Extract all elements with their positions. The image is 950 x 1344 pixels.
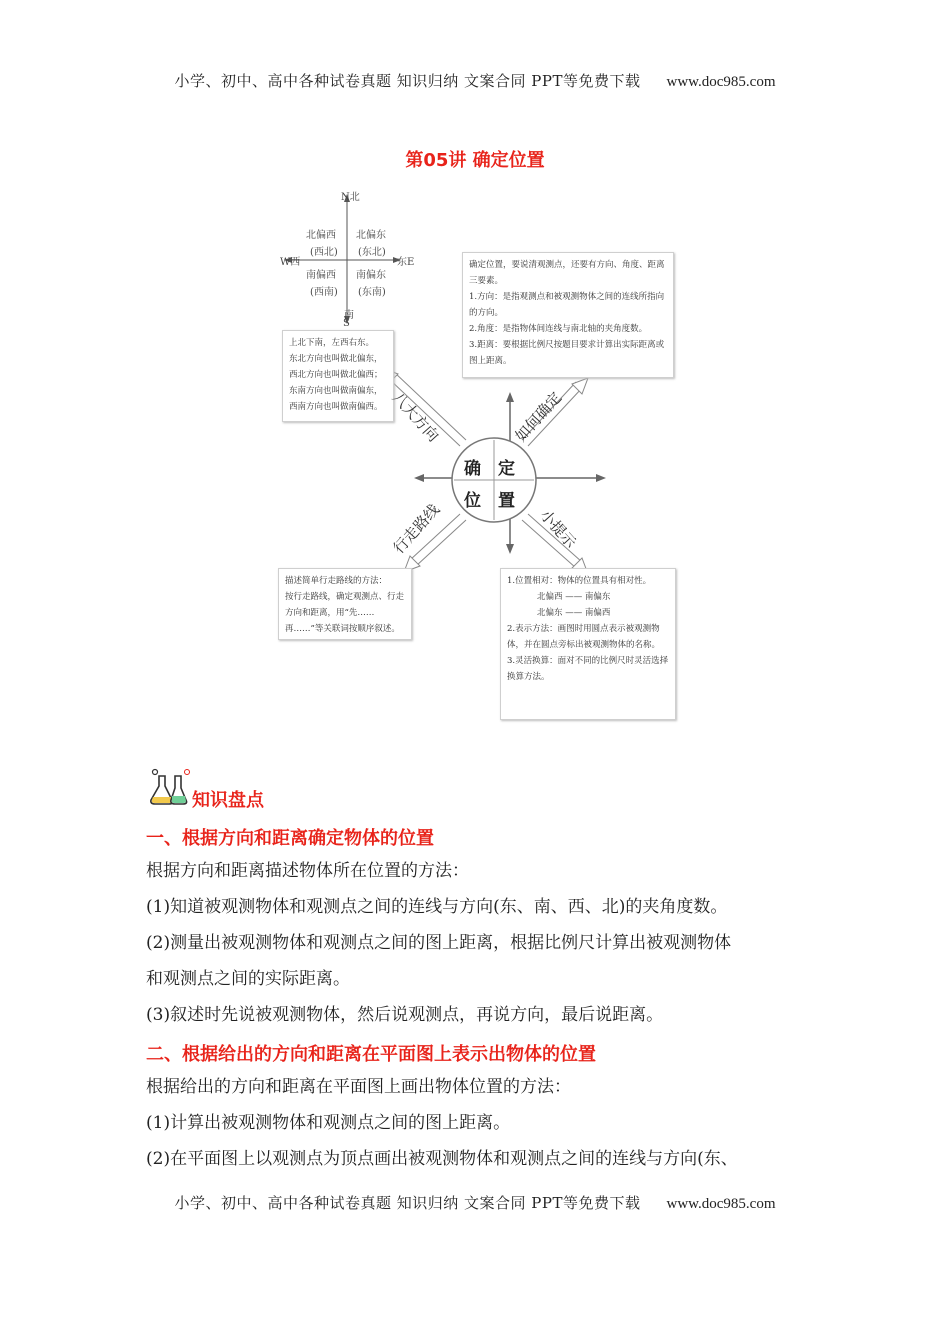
compass-south: 南 [344,310,354,321]
page-title: 第05讲 确定位置 [405,150,545,171]
hub-char: 置 [498,491,515,511]
box-line: 按行走路线，确定观测点、行走方向和距离，用“先……再……”等关联词按顺序叙述。 [285,592,405,634]
compass-sw-alt: (西南) [310,287,338,298]
box-line: 东北方向也叫做北偏东， [289,354,383,364]
footer-url[interactable]: www.doc985.com [666,1196,776,1212]
ray-label-walking-route: 行走路线 [389,500,444,558]
ray-label-eight-directions: 八大方向 [388,388,443,446]
compass-west: W西 [280,257,301,268]
box-item: 1.方向：是指观测点和被观测物体之间的连线所指向的方向。 [469,292,665,318]
knowledge-heading: 知识盘点 [192,790,264,811]
section-1-point-2b: 和观测点之间的实际距离。 [146,969,350,989]
compass-se: 南偏东 [356,270,386,281]
box-line: 描述简单行走路线的方法： [285,576,388,586]
box-item: 2.角度：是指物体间连线与南北轴的夹角度数。 [469,324,648,334]
hub-char: 确 [464,459,481,479]
mind-map-diagram [270,188,690,728]
section-1-point-3: (3)叙述时先说被观测物体，然后说观测点，再说方向，最后说距离。 [146,1005,664,1025]
compass-se-alt: (东南) [358,287,386,298]
section-1-intro: 根据方向和距离描述物体所在位置的方法： [146,861,469,881]
page-footer [0,1192,950,1213]
eight-directions-box [282,330,394,422]
tip-item: 1.位置相对：物体的位置具有相对性。 [507,576,652,586]
footer-text: 小学、初中、高中各种试卷真题 知识归纳 文案合同 PPT等免费下载 [174,1194,641,1212]
compass-ne: 北偏东 [356,230,386,241]
compass-ne-alt: (东北) [358,247,386,258]
section-2-intro: 根据给出的方向和距离在平面图上画出物体位置的方法： [146,1077,571,1097]
tip-pair: 北偏西 —— 南偏东 [537,592,611,602]
compass-north: N北 [341,192,360,203]
section-1-point-1: (1)知道被观测物体和观测点之间的连线与方向(东、南、西、北)的夹角度数。 [146,897,728,917]
box-line: 西北方向也叫做北偏西； [289,370,383,380]
walking-route-box [278,568,412,640]
hub-char: 位 [464,491,481,511]
hub-char: 定 [498,459,515,479]
section-2-title: 二、根据给出的方向和距离在平面图上表示出物体的位置 [146,1044,596,1065]
how-to-determine-box [462,252,674,378]
header-text: 小学、初中、高中各种试卷真题 知识归纳 文案合同 PPT等免费下载 [174,72,641,90]
compass-sw: 南偏西 [306,270,336,281]
page-header [0,70,950,91]
tip-pair: 北偏东 —— 南偏西 [537,608,611,618]
lab-flask-icon [147,766,191,808]
box-intro: 确定位置，要说清观测点，还要有方向、角度、距离三要素。 [469,260,665,286]
box-item: 3.距离：要根据比例尺按题目要求计算出实际距离或图上距离。 [469,340,665,366]
compass-nw: 北偏西 [306,230,336,241]
header-url[interactable]: www.doc985.com [666,74,776,90]
section-2-point-2: (2)在平面图上以观测点为顶点画出被观测物体和观测点之间的连线与方向(东、 [146,1149,738,1169]
ray-label-how-to-determine: 如何确定 [511,388,566,446]
tip-item: 2.表示方法：画图时用圆点表示被观测物体，并在圆点旁标出被观测物体的名称。 [507,624,661,650]
section-2-point-1: (1)计算出被观测物体和观测点之间的图上距离。 [146,1113,511,1133]
tips-box [500,568,676,720]
compass-east: 东E [397,257,415,268]
box-line: 上北下南，左西右东。 [289,338,375,348]
ray-label-tips: 小提示 [536,506,580,552]
section-1-title: 一、根据方向和距离确定物体的位置 [146,828,434,849]
box-line: 西南方向也叫做南偏西。 [289,402,383,412]
section-1-point-2a: (2)测量出被观测物体和观测点之间的图上距离，根据比例尺计算出被观测物体 [146,933,732,953]
box-line: 东南方向也叫做南偏东， [289,386,383,396]
compass-south-letter: S [343,318,350,329]
compass-nw-alt: (西北) [310,247,338,258]
tip-item: 3.灵活换算：面对不同的比例尺时灵活选择换算方法。 [507,656,669,682]
